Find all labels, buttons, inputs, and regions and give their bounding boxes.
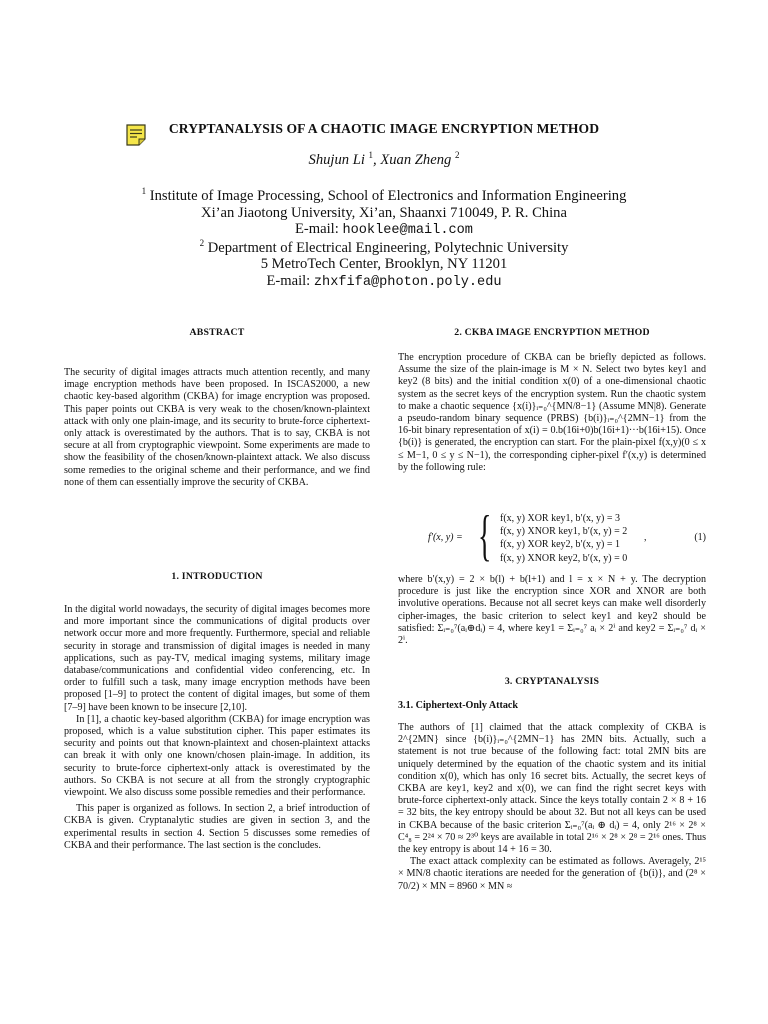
affil-2-line-1: Department of Electrical Engineering, Polytechnic University xyxy=(207,239,569,256)
abstract-heading: ABSTRACT xyxy=(189,327,245,338)
ckba-paragraph-2: where b′(x,y) = 2 × b(l) + b(l+1) and l = x × N + y. The decryption procedure is just like the encryption since XOR and XNOR are both involutive operations. Because not all secret keys can make well disorderly cipher-images, the basic criterion to select key1 and key2 should be satisfied: Σᵢ₌₀⁷(aᵢ⊕dᵢ) = 4, where key1 = Σᵢ₌₀⁷ aᵢ × 2ⁱ and key2 = Σᵢ₌₀⁷ dᵢ × 2ⁱ. xyxy=(398,574,706,647)
equation-number: (1) xyxy=(694,532,706,543)
equation-case: f(x, y) XOR key1, b′(x, y) = 3 xyxy=(500,513,621,524)
ckba-body xyxy=(398,352,706,474)
author-line xyxy=(0,152,768,169)
ckba-paragraph-1: The encryption procedure of CKBA can be briefly depicted as follows. Assume the size of the plain-image is M × N. Select two bytes key1 and key2 (8 bits) and the initial condition x(0) of a one-dimensional chaotic system as the secret keys of the encryption system. Run the chaotic system to make a chaotic sequence {x(i)}ᵢ₌₀^{MN/8−1} (Assume MN|8). Generate a pseudo-random binary sequence (PRBS) {b(i)}ᵢ₌₀^{2MN−1} from the 16-bit binary representation of x(i) = 0.b(16i+0)b(16i+1)···b(16i+15). Once {b(i)} is generated, the encryption can start. For the plain-pixel f(x,y)(0 ≤ x ≤ M−1, 0 ≤ y ≤ N−1), the corresponding cipher-pixel f′(x,y) is determined by the following rule: xyxy=(398,352,706,473)
email-label-1: E-mail: xyxy=(295,221,343,238)
intro-body xyxy=(64,604,370,852)
ciphertext-only-subheading: 3.1. Ciphertext-Only Attack xyxy=(398,700,518,711)
ckba-body-2 xyxy=(398,574,706,647)
equation-lhs: f′(x, y) = xyxy=(428,532,463,543)
affil-1-sup: 1 xyxy=(141,186,147,197)
email-label-2: E-mail: xyxy=(266,272,314,289)
intro-paragraph-2: In [1], a chaotic key-based algorithm (CKBA) for image encryption was proposed, which is a value substitution cipher. This paper estimates its security and points out that known-plaintext and chosen-plaintext attacks can break it with only one known/chosen plain-image. In addition, its security to brute-force ciphertext-only attack is overestimated by the authors. So CKBA is not secure at all from the strongly cryptographic viewpoint. We also discuss some possible remedies and their performance. xyxy=(64,713,370,799)
affil-2-line-2: 5 MetroTech Center, Brooklyn, NY 11201 xyxy=(260,256,508,273)
ckba-heading: 2. CKBA IMAGE ENCRYPTION METHOD xyxy=(454,327,650,338)
equation-case: f(x, y) XNOR key1, b′(x, y) = 2 xyxy=(500,526,628,538)
affil-2-sup: 2 xyxy=(199,237,205,248)
equation-1 xyxy=(398,505,706,568)
paper-title: CRYPTANALYSIS OF A CHAOTIC IMAGE ENCRYPTION METHOD xyxy=(168,121,600,136)
intro-paragraph-3: This paper is organized as follows. In section 2, a brief introduction of CKBA is given. Cryptanalytic studies are given in section 3, and the experimental results in section 4. Section 5 discusses some remedies of CKBA and their performance. The last section is the concludes. xyxy=(64,803,370,851)
cryptanalysis-paragraph-1: The authors of [1] claimed that the attack complexity of CKBA is 2^{2MN} since {b(i)}ᵢ₌₀^{2MN−1} has 2MN bits. Actually, such a statement is not true because of the following fact: total 2MN bits are uniquely determined by the equation of the chaotic system and its initial condition x(0), which has only 16 secret bits. Actually, the secret keys of CKBA are key1, key2 and x(0), we can find the right secret keys with brute-force ciphertext-only attack. Since the keys totally contain 2 × 8 + 16 = 32 bits, the key entropy should be about 32. But not all keys can be used in CKBA because of the basic criterion Σᵢ₌₀⁷(aᵢ ⊕ dᵢ) = 4, only 2¹⁶ × 2⁸ × C⁴₈ = 2²⁴ × 70 ≈ 2³⁰ keys are available in total 2¹⁶ × 2⁸ × 2⁸ = 2¹⁶ ones. Thus the key entropy is about 14 + 16 = 30. xyxy=(398,722,706,856)
equation-case: f(x, y) XOR key2, b′(x, y) = 1 xyxy=(500,539,621,551)
author-2-sup: 2 xyxy=(454,150,460,161)
affil-1-line-2: Xi’an Jiaotong University, Xi’an, Shaanxi 710049, P. R. China xyxy=(201,204,567,221)
equation-case: f(x, y) XNOR key2, b′(x, y) = 0 xyxy=(500,552,628,564)
author-1-sup: 1 xyxy=(368,150,374,161)
abstract-body xyxy=(64,367,370,489)
affil-1-line-1: Institute of Image Processing, School of Electronics and Information Engineering xyxy=(149,188,627,204)
author-separator: , xyxy=(373,152,381,168)
cryptanalysis-heading: 3. CRYPTANALYSIS xyxy=(504,676,600,687)
email-2[interactable]: zhxfifa@photon.poly.edu xyxy=(313,274,502,290)
intro-heading: 1. INTRODUCTION xyxy=(171,571,263,582)
abstract-text: The security of digital images attracts much attention recently, and many image encryption methods have been proposed. In ISCAS2000, a new chaotic key-based algorithm (CKBA) for image encryption was proposed. This paper points out CKBA is very weak to the chosen/known-plaintext attack with only one plain-image, and its security to brute-force ciphertext-only attack is overestimated by the authors. That is to say, CKBA is not secure at all from cryptographic viewpoint. Some experiments are made to show the feasibility of the chosen/known-plaintext attack. We also discuss some remedies to the original scheme and their performance, and we find none of them can essentially improve the security of CKBA. xyxy=(64,367,370,488)
author-2: Xuan Zheng xyxy=(380,152,452,168)
intro-paragraph-1: In the digital world nowadays, the security of digital images becomes more and more important since the communications of digital products over network occur more and more frequently. Furthermore, special and reliable security in storage and transmission of digital images is needed in many applications, such as pay-TV, medical imaging systems, military image database/communications and confidential video conferencing, etc. In order to fulfill such a task, many image encryption methods have been proposed [1–9] to protect the content of digital images, but some of them [7–9] have been known to be insecure [2,10]. xyxy=(64,604,370,713)
equation-cases xyxy=(500,512,627,565)
equation-brace: { xyxy=(478,505,492,567)
affiliations xyxy=(0,188,768,292)
cryptanalysis-paragraph-2: The exact attack complexity can be estimated as follows. Averagely, 2¹⁵ × MN/8 chaotic iterations are needed for the generation of {b(i)}, and (2⁸ × 70/2) × MN = 8960 × MN ≈ xyxy=(398,856,706,892)
equation-comma: , xyxy=(644,532,647,543)
author-1: Shujun Li xyxy=(308,152,365,168)
cryptanalysis-body xyxy=(398,722,706,893)
email-1[interactable]: hooklee@mail.com xyxy=(342,223,473,239)
